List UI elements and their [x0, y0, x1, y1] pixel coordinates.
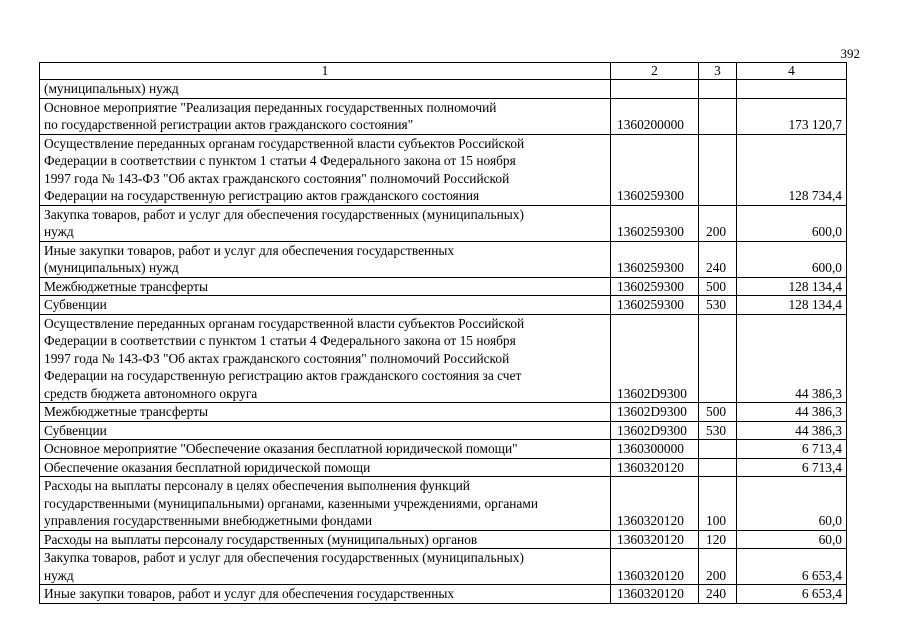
row-vr-cell: 100: [699, 477, 737, 531]
row-vr-cell: [699, 440, 737, 459]
row-code-cell: 1360200000: [611, 98, 699, 134]
table-row: [40, 296, 847, 315]
row-code-cell: [611, 80, 699, 99]
row-code-cell: 1360259300: [611, 205, 699, 241]
row-name-cell: Субвенции: [40, 421, 611, 440]
table-row: [40, 205, 847, 241]
row-code-cell: 13602D9300: [611, 314, 699, 403]
row-name-cell: Иные закупки товаров, работ и услуг для обеспечения государственных: [40, 585, 611, 604]
table-row: [40, 80, 847, 99]
row-amount-cell: 60,0: [737, 530, 847, 549]
row-name-cell: Обеспечение оказания бесплатной юридической помощи: [40, 458, 611, 477]
row-vr-cell: 120: [699, 530, 737, 549]
table-row: [40, 314, 847, 403]
row-code-cell: 13602D9300: [611, 403, 699, 422]
row-amount-cell: 6 713,4: [737, 458, 847, 477]
row-code-cell: 1360320120: [611, 549, 699, 585]
table-row: [40, 403, 847, 422]
row-name-cell: Осуществление переданных органам государственной власти субъектов Российской Федерации в соответствии с пунктом 1 статьи 4 Федерального закона от 15 ноября 1997 года № 143-ФЗ "Об актах гражданского состояния" полномочий Российской Федерации на государственную регистрацию актов гражданского состояния за счет средств бюджета автономного округа: [40, 314, 611, 403]
header-cell-amount: 4: [737, 63, 847, 80]
row-amount-cell: 60,0: [737, 477, 847, 531]
row-code-cell: 1360259300: [611, 134, 699, 205]
row-vr-cell: 500: [699, 277, 737, 296]
row-vr-cell: 500: [699, 403, 737, 422]
table-header-row: [40, 63, 847, 80]
row-amount-cell: 128 134,4: [737, 277, 847, 296]
row-vr-cell: 530: [699, 421, 737, 440]
row-name-cell: Межбюджетные трансферты: [40, 403, 611, 422]
row-name-cell: Расходы на выплаты персоналу государственных (муниципальных) органов: [40, 530, 611, 549]
table-row: [40, 458, 847, 477]
row-amount-cell: 44 386,3: [737, 314, 847, 403]
row-vr-cell: [699, 80, 737, 99]
table-row: [40, 241, 847, 277]
table-row: [40, 421, 847, 440]
row-vr-cell: 530: [699, 296, 737, 315]
row-vr-cell: 240: [699, 241, 737, 277]
table-row: [40, 134, 847, 205]
row-name-cell: Субвенции: [40, 296, 611, 315]
row-code-cell: 1360300000: [611, 440, 699, 459]
row-vr-cell: 200: [699, 205, 737, 241]
row-name-cell: Закупка товаров, работ и услуг для обеспечения государственных (муниципальных) нужд: [40, 549, 611, 585]
row-amount-cell: 600,0: [737, 241, 847, 277]
row-vr-cell: 200: [699, 549, 737, 585]
row-vr-cell: [699, 458, 737, 477]
header-cell-vr: 3: [699, 63, 737, 80]
row-amount-cell: 44 386,3: [737, 421, 847, 440]
row-amount-cell: 128 134,4: [737, 296, 847, 315]
row-name-cell: Основное мероприятие "Обеспечение оказания бесплатной юридической помощи": [40, 440, 611, 459]
row-amount-cell: 6 713,4: [737, 440, 847, 459]
row-amount-cell: 6 653,4: [737, 585, 847, 604]
table-row: [40, 440, 847, 459]
header-cell-name: 1: [40, 63, 611, 80]
table-row: [40, 530, 847, 549]
row-vr-cell: [699, 314, 737, 403]
row-amount-cell: 128 734,4: [737, 134, 847, 205]
table-row: [40, 585, 847, 604]
row-code-cell: 1360320120: [611, 585, 699, 604]
budget-table: [39, 62, 847, 604]
row-code-cell: 1360320120: [611, 530, 699, 549]
row-code-cell: 1360320120: [611, 477, 699, 531]
row-code-cell: 1360320120: [611, 458, 699, 477]
table-row: [40, 98, 847, 134]
table-row: [40, 277, 847, 296]
row-code-cell: 1360259300: [611, 241, 699, 277]
row-name-cell: (муниципальных) нужд: [40, 80, 611, 99]
row-code-cell: 1360259300: [611, 296, 699, 315]
row-amount-cell: 173 120,7: [737, 98, 847, 134]
header-cell-code: 2: [611, 63, 699, 80]
row-name-cell: Осуществление переданных органам государственной власти субъектов Российской Федерации в соответствии с пунктом 1 статьи 4 Федерального закона от 15 ноября 1997 года № 143-ФЗ "Об актах гражданского состояния" полномочий Российской Федерации на государственную регистрацию актов гражданского состояния: [40, 134, 611, 205]
row-amount-cell: 44 386,3: [737, 403, 847, 422]
row-code-cell: 13602D9300: [611, 421, 699, 440]
row-vr-cell: 240: [699, 585, 737, 604]
row-vr-cell: [699, 98, 737, 134]
row-code-cell: 1360259300: [611, 277, 699, 296]
table-row: [40, 549, 847, 585]
page-number: 392: [840, 46, 860, 61]
row-amount-cell: 600,0: [737, 205, 847, 241]
row-name-cell: Расходы на выплаты персоналу в целях обеспечения выполнения функций государственными (муниципальными) органами, казенными учреждениями, органами управления государственными внебюджетными фондами: [40, 477, 611, 531]
row-name-cell: Основное мероприятие "Реализация переданных государственных полномочий по государственной регистрации актов гражданского состояния": [40, 98, 611, 134]
row-name-cell: Закупка товаров, работ и услуг для обеспечения государственных (муниципальных) нужд: [40, 205, 611, 241]
row-name-cell: Межбюджетные трансферты: [40, 277, 611, 296]
row-name-cell: Иные закупки товаров, работ и услуг для обеспечения государственных (муниципальных) нужд: [40, 241, 611, 277]
row-amount-cell: 6 653,4: [737, 549, 847, 585]
row-amount-cell: [737, 80, 847, 99]
row-vr-cell: [699, 134, 737, 205]
table-row: [40, 477, 847, 531]
